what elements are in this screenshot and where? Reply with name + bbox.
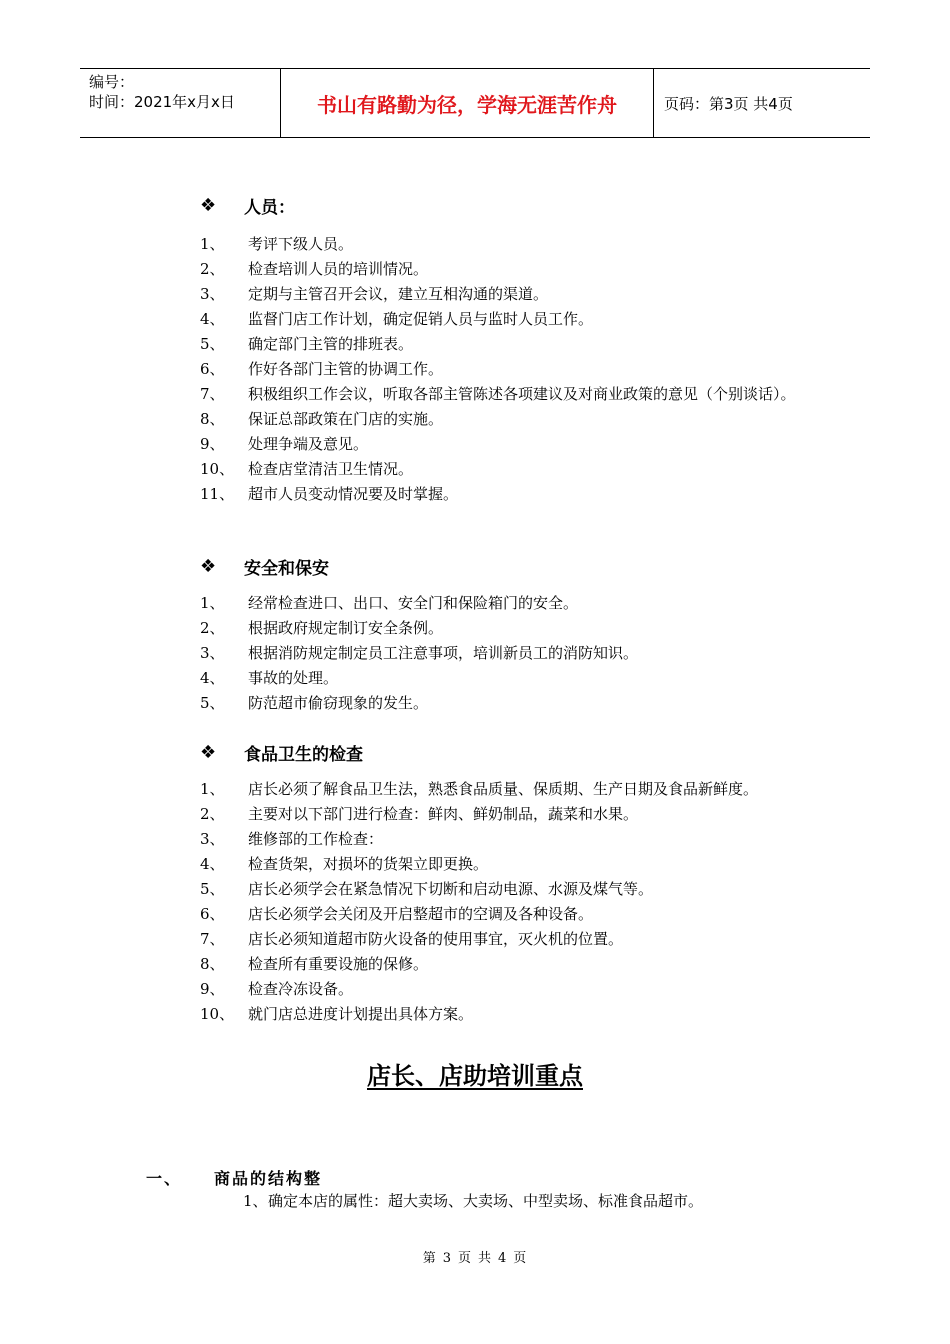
item-number: 4、 bbox=[200, 855, 225, 873]
section-food-hygiene bbox=[200, 740, 840, 1027]
item-text: 就门店总进度计划提出具体方案。 bbox=[248, 1005, 474, 1023]
item-text: 检查所有重要设施的保修。 bbox=[248, 955, 429, 973]
item-text: 经常检查进口、出口、安全门和保险箱门的安全。 bbox=[248, 594, 579, 612]
section-title-text: 安全和保安 bbox=[244, 558, 329, 579]
item-text: 监督门店工作计划，确定促销人员与监时人员工作。 bbox=[248, 310, 594, 328]
item-text: 检查培训人员的培训情况。 bbox=[248, 260, 429, 278]
item-number: 7、 bbox=[200, 385, 225, 403]
list-item bbox=[200, 616, 840, 641]
list-item bbox=[200, 691, 840, 716]
item-number: 4、 bbox=[200, 310, 225, 328]
diamond-bullet-icon: ❖ bbox=[200, 555, 217, 577]
item-number: 8、 bbox=[200, 410, 225, 428]
document-header bbox=[80, 68, 870, 138]
section-security bbox=[200, 554, 840, 716]
header-page-label: 页码：第3页 共4页 bbox=[664, 94, 793, 113]
list-item bbox=[200, 382, 840, 407]
item-number: 3、 bbox=[200, 830, 225, 848]
list-item bbox=[200, 232, 840, 257]
list-item bbox=[200, 877, 840, 902]
time-label: 时间：2021年x月x日 bbox=[89, 93, 235, 111]
item-number: 6、 bbox=[200, 360, 225, 378]
footer-total-pages: 4 bbox=[498, 1251, 508, 1266]
item-text: 定期与主管召开会议，建立互相沟通的渠道。 bbox=[248, 285, 549, 303]
item-number: 10、 bbox=[200, 1005, 235, 1023]
list-item bbox=[200, 407, 840, 432]
item-text: 根据消防规定制定员工注意事项，培训新员工的消防知识。 bbox=[248, 644, 639, 662]
part-title: 商品的结构整 bbox=[214, 1169, 323, 1188]
item-text: 店长必须知道超市防火设备的使用事宜，灭火机的位置。 bbox=[248, 930, 624, 948]
item-text: 超市人员变动情况要及时掌握。 bbox=[248, 485, 459, 503]
section-title bbox=[200, 740, 840, 764]
item-number: 6、 bbox=[200, 905, 225, 923]
list-item bbox=[200, 641, 840, 666]
section-title bbox=[200, 554, 840, 578]
item-number: 2、 bbox=[200, 619, 225, 637]
section-title-text: 食品卫生的检查 bbox=[244, 744, 363, 765]
list-item bbox=[200, 927, 840, 952]
item-number: 1、 bbox=[200, 780, 225, 798]
item-text: 根据政府规定制订安全条例。 bbox=[248, 619, 444, 637]
item-number: 5、 bbox=[200, 335, 225, 353]
list-item bbox=[200, 482, 840, 507]
header-motto: 书山有路勤为径，学海无涯苦作舟 bbox=[281, 69, 654, 137]
list-item bbox=[200, 357, 840, 382]
item-number: 1、 bbox=[200, 594, 225, 612]
list-item bbox=[200, 827, 840, 852]
item-text: 事故的处理。 bbox=[248, 669, 339, 687]
item-number: 11、 bbox=[200, 485, 235, 503]
item-text: 积极组织工作会议，听取各部主管陈述各项建议及对商业政策的意见（个别谈话）。 bbox=[248, 385, 796, 403]
sub-item-number: 1、 bbox=[243, 1192, 268, 1210]
item-number: 3、 bbox=[200, 285, 225, 303]
item-text: 考评下级人员。 bbox=[248, 235, 354, 253]
list-item bbox=[200, 952, 840, 977]
list-item bbox=[200, 666, 840, 691]
item-number: 10、 bbox=[200, 460, 235, 478]
section-personnel bbox=[200, 193, 840, 507]
item-text: 检查冷冻设备。 bbox=[248, 980, 354, 998]
item-list bbox=[200, 777, 840, 1027]
item-number: 4、 bbox=[200, 669, 225, 687]
item-text: 检查货架，对损坏的货架立即更换。 bbox=[248, 855, 489, 873]
item-text: 店长必须了解食品卫生法，熟悉食品质量、保质期、生产日期及食品新鲜度。 bbox=[248, 780, 759, 798]
item-number: 5、 bbox=[200, 694, 225, 712]
item-text: 维修部的工作检查： bbox=[248, 830, 384, 848]
training-title-text: 店长、店助培训重点 bbox=[367, 1062, 583, 1090]
list-item bbox=[200, 282, 840, 307]
diamond-bullet-icon: ❖ bbox=[200, 741, 217, 763]
item-number: 1、 bbox=[200, 235, 225, 253]
item-number: 7、 bbox=[200, 930, 225, 948]
item-list bbox=[200, 591, 840, 716]
diamond-bullet-icon: ❖ bbox=[200, 194, 217, 216]
section-title-text: 人员： bbox=[244, 197, 295, 218]
list-item bbox=[200, 852, 840, 877]
item-list bbox=[200, 232, 840, 507]
list-item bbox=[200, 307, 840, 332]
list-item bbox=[200, 457, 840, 482]
item-text: 主要对以下部门进行检查：鲜肉、鲜奶制品，蔬菜和水果。 bbox=[248, 805, 639, 823]
list-item bbox=[200, 332, 840, 357]
footer-ye: 页 bbox=[513, 1251, 528, 1266]
item-text: 防范超市偷窃现象的发生。 bbox=[248, 694, 429, 712]
page-footer bbox=[0, 1247, 950, 1266]
item-text: 店长必须学会关闭及开启整超市的空调及各种设备。 bbox=[248, 905, 594, 923]
part-number: 一、 bbox=[146, 1169, 183, 1188]
item-number: 2、 bbox=[200, 260, 225, 278]
footer-page-number: 3 bbox=[442, 1251, 452, 1266]
section-title bbox=[200, 193, 840, 217]
footer-gong: 共 bbox=[478, 1251, 493, 1266]
item-number: 8、 bbox=[200, 955, 225, 973]
item-text: 店长必须学会在紧急情况下切断和启动电源、水源及煤气等。 bbox=[248, 880, 654, 898]
item-number: 5、 bbox=[200, 880, 225, 898]
footer-di: 第 bbox=[422, 1251, 437, 1266]
serial-label: 编号： bbox=[89, 73, 135, 91]
item-text: 保证总部政策在门店的实施。 bbox=[248, 410, 444, 428]
list-item bbox=[200, 977, 840, 1002]
item-number: 9、 bbox=[200, 435, 225, 453]
footer-ye: 页 bbox=[457, 1251, 472, 1266]
list-item bbox=[200, 777, 840, 802]
item-text: 处理争端及意见。 bbox=[248, 435, 369, 453]
list-item bbox=[200, 257, 840, 282]
list-item bbox=[200, 432, 840, 457]
list-item bbox=[200, 902, 840, 927]
item-number: 9、 bbox=[200, 980, 225, 998]
item-text: 检查店堂清洁卫生情况。 bbox=[248, 460, 414, 478]
list-item bbox=[200, 591, 840, 616]
training-title bbox=[0, 1056, 950, 1091]
sub-item bbox=[243, 1190, 703, 1211]
item-text: 确定部门主管的排班表。 bbox=[248, 335, 414, 353]
item-number: 3、 bbox=[200, 644, 225, 662]
sub-item-text: 确定本店的属性：超大卖场、大卖场、中型卖场、标准食品超市。 bbox=[268, 1192, 704, 1210]
part-heading bbox=[146, 1166, 322, 1189]
list-item bbox=[200, 802, 840, 827]
header-left-cell bbox=[80, 69, 281, 137]
item-number: 2、 bbox=[200, 805, 225, 823]
list-item bbox=[200, 1002, 840, 1027]
item-text: 作好各部门主管的协调工作。 bbox=[248, 360, 444, 378]
